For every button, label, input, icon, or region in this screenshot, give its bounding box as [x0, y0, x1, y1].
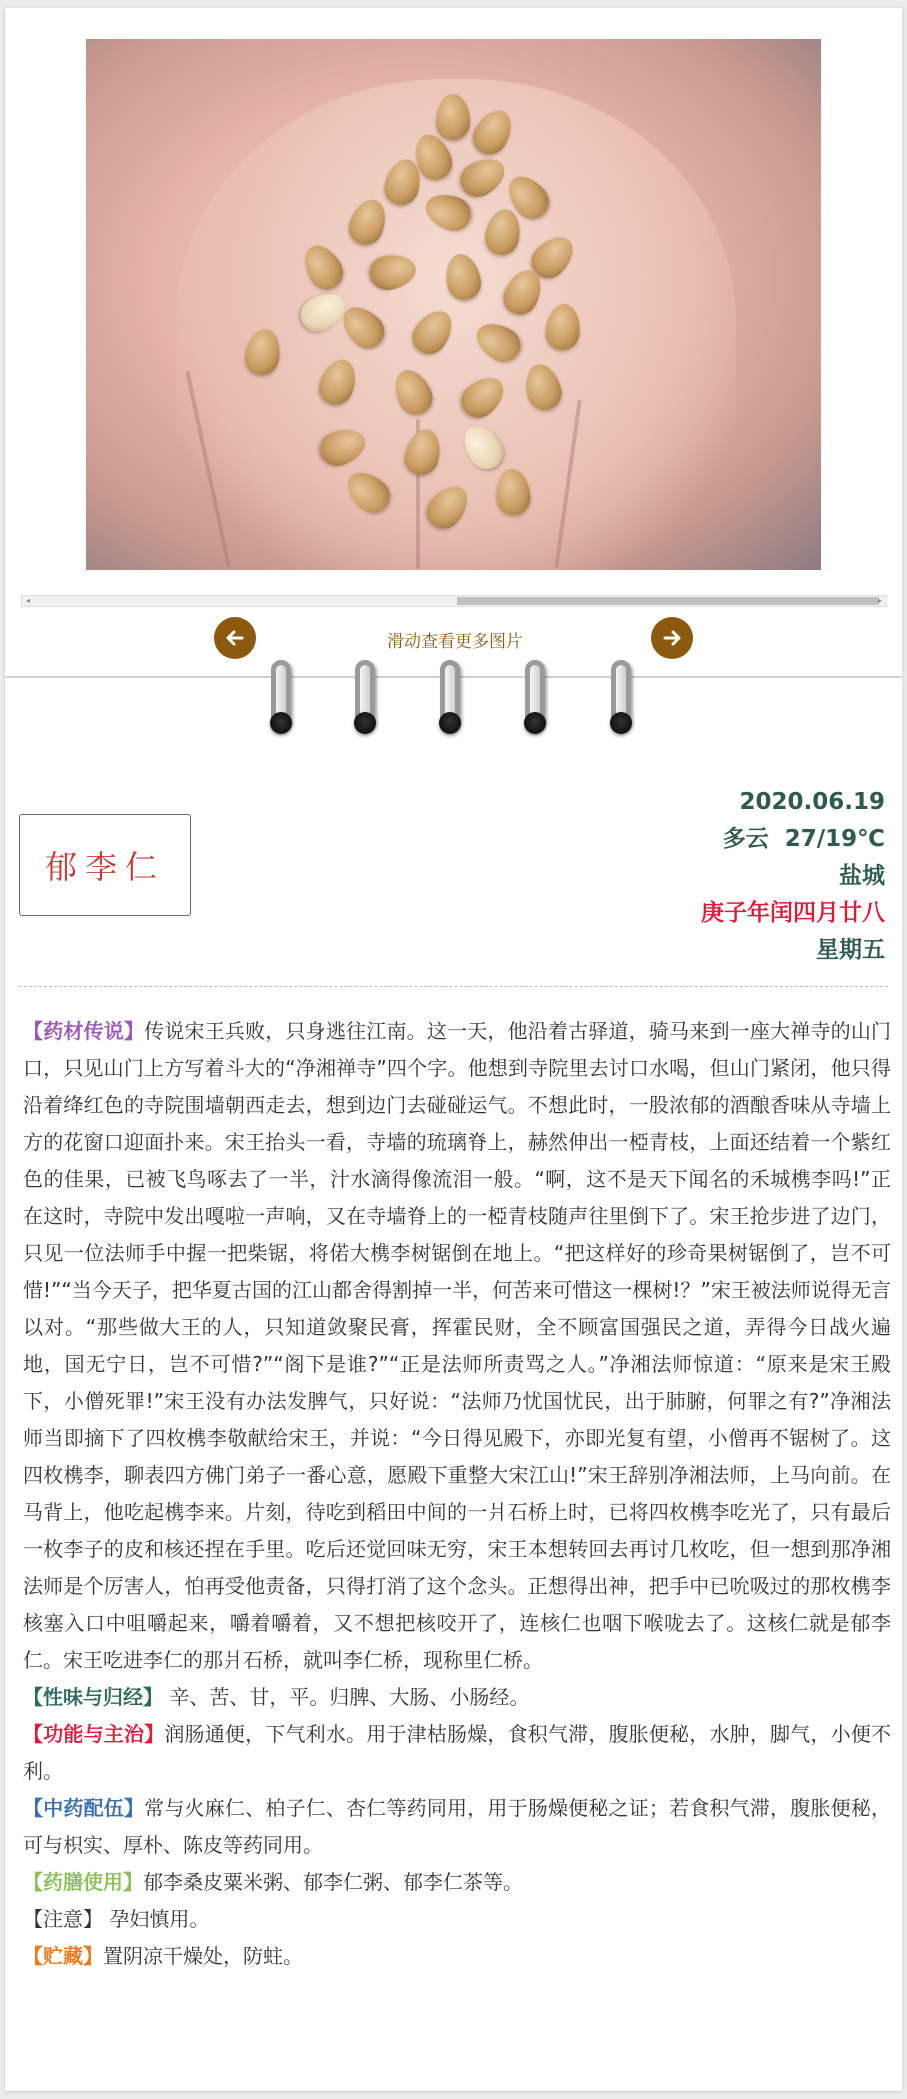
arrow-left-icon: [223, 626, 247, 650]
function-paragraph: [23, 1716, 891, 1790]
caution-text: 孕妇慎用。: [103, 1907, 210, 1931]
city-text: 盐城: [839, 863, 885, 889]
previous-image-button[interactable]: [214, 617, 256, 659]
nature-label: 【性味与归经】: [23, 1685, 163, 1709]
nature-text: 辛、苦、甘，平。归脾、大肠、小肠经。: [163, 1685, 530, 1709]
weather-text: 多云 27/19℃: [722, 826, 885, 852]
storage-text: 置阴凉干燥处，防蛀。: [103, 1944, 303, 1968]
storage-label: 【贮藏】: [23, 1944, 103, 1968]
combination-text: 常与火麻仁、柏子仁、杏仁等药同用，用于肠燥便秘之证；若食积气滞，腹胀便秘，可与枳实、厚朴、陈皮等药同用。: [23, 1796, 892, 1857]
seal-box: [19, 814, 191, 916]
function-label: 【功能与主治】: [23, 1722, 165, 1746]
diet-label: 【药膳使用】: [23, 1870, 143, 1894]
next-image-button[interactable]: [651, 617, 693, 659]
caution-paragraph: [23, 1901, 891, 1938]
carousel-scrollbar[interactable]: [21, 595, 887, 607]
seal-text: 郁李仁: [44, 848, 165, 886]
caution-label: 【注意】: [23, 1907, 103, 1931]
diet-paragraph: [23, 1864, 891, 1901]
date-info: [701, 784, 885, 969]
article-content: [23, 1013, 891, 1975]
binder-ring: [608, 660, 634, 738]
date-text: 2020.06.19: [739, 789, 885, 815]
dashed-divider: [19, 986, 888, 987]
scroll-left-arrow-icon[interactable]: ◂: [25, 596, 30, 605]
nature-paragraph: [23, 1679, 891, 1716]
combination-paragraph: [23, 1790, 891, 1864]
binder-ring: [352, 660, 378, 738]
diet-text: 郁李桑皮粟米粥、郁李仁粥、郁李仁茶等。: [143, 1870, 523, 1894]
arrow-right-icon: [660, 626, 684, 650]
storage-paragraph: [23, 1938, 891, 1975]
legend-text: 传说宋王兵败，只身逃往江南。这一天，他沿着古驿道，骑马来到一座大禅寺的山门口，只见山门上方写着斗大的“净湘禅寺”四个字。他想到寺院里去讨口水喝，但山门紧闭，他只得沿着绛红色的寺院围墙朝西走去，想到边门去碰碰运气。不想此时，一股浓郁的酒酿香味从寺墙上方的花窗口迎面扑来。宋王抬头一看，寺墙的琉璃脊上，赫然伸出一椏青枝，上面还结着一个紫红色的佳果，已被飞鸟啄去了一半，汁水滴得像流泪一般。“啊，这不是天下闻名的禾城槜李吗!”正在这时，寺院中发出嘎啦一声响，又在寺墙脊上的一椏青枝随声往里倒下了。宋王抢步进了边门，只见一位法师手中握一把柴锯，将偌大槜李树锯倒在地上。“把这样好的珍奇果树锯倒了，岂不可惜!”“当今天子，把华夏古国的江山都舍得割掉一半，何苦来可惜这一棵树!？”宋王被法师说得无言以对。“那些做大王的人，只知道敛聚民膏，挥霍民财，全不顾富国强民之道，弄得今日战火遍地，国无宁日，岂不可惜?”“阁下是谁?”“正是法师所责骂之人。”净湘法师惊道：“原来是宋王殿下，小僧死罪!”宋王没有办法发脾气，只好说：“法师乃忧国忧民，出于肺腑，何罪之有?”净湘法师当即摘下了四枚槜李敬献给宋王，并说：“今日得见殿下，亦即光复有望，小僧再不锯树了。这四枚槜李，聊表四方佛门弟子一番心意，愿殿下重整大宋江山!”宋王辞别净湘法师，上马向前。在马背上，他吃起槜李来。片刻，待吃到稻田中间的一爿石桥上时，已将四枚槜李吃光了，只有最后一枚李子的皮和核还捏在手里。吃后还觉回味无穷，宋王本想转回去再讨几枚吃，但一想到那净湘法师是个厉害人，怕再受他责备，只得打消了这个念头。正想得出神，把手中已吮吸过的那枚槜李核塞入口中咀嚼起来，嚼着嚼着，又不想把核咬开了，连核仁也咽下喉咙去了。这核仁就是郁李仁。宋王吃进李仁的那爿石桥，就叫李仁桥，现称里仁桥。: [23, 1019, 892, 1672]
scroll-right-arrow-icon[interactable]: ▸: [877, 596, 882, 605]
lunar-date-text: 庚子年闰四月廿八: [701, 900, 885, 926]
scrollbar-thumb[interactable]: [457, 597, 879, 605]
binder-ring: [522, 660, 548, 738]
binder-ring: [437, 660, 463, 738]
binder-ring: [268, 660, 294, 738]
legend-label: 【药材传说】: [23, 1019, 145, 1043]
legend-paragraph: [23, 1013, 891, 1679]
carousel-scroll-hint: 滑动查看更多图片: [387, 632, 523, 652]
combination-label: 【中药配伍】: [23, 1796, 145, 1820]
image-carousel: [5, 8, 902, 676]
carousel-image[interactable]: [86, 39, 821, 570]
function-text: 润肠通便，下气利水。用于津枯肠燥，食积气滞，腹胀便秘，水肿，脚气，小便不利。: [23, 1722, 892, 1783]
diary-page: [5, 678, 902, 2091]
weekday-text: 星期五: [816, 937, 885, 963]
